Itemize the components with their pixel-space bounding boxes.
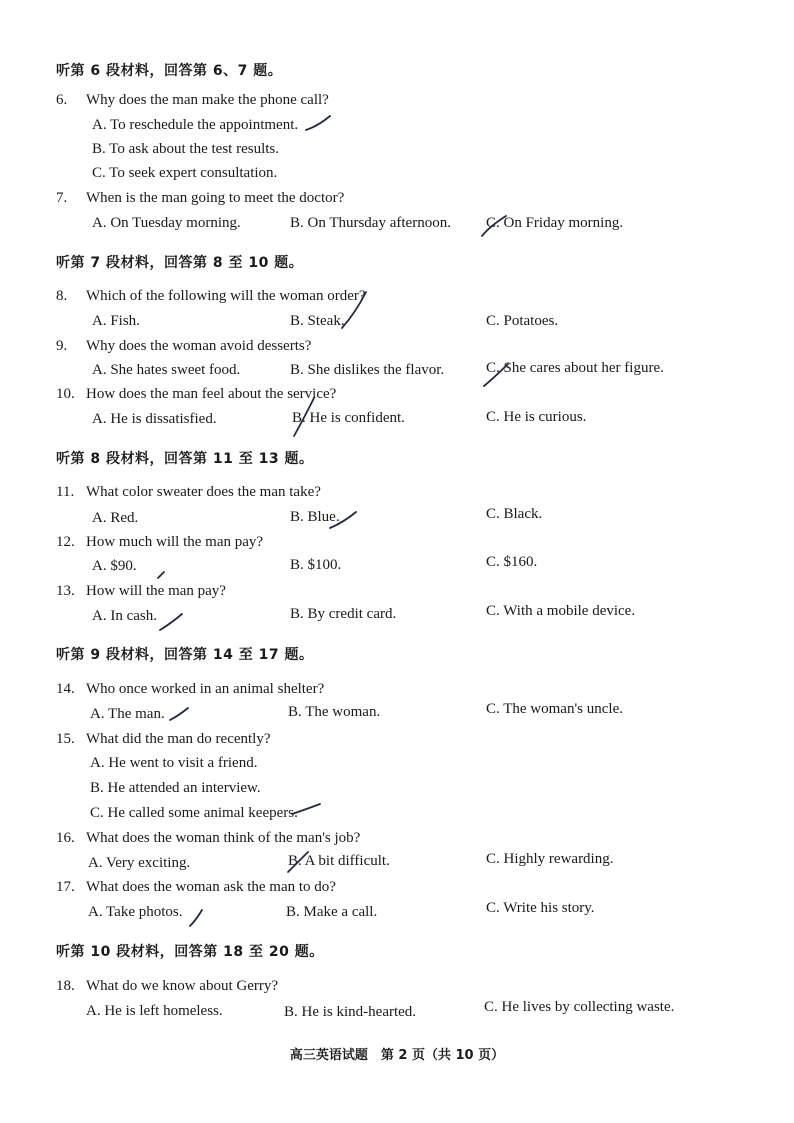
option-16b[interactable]: B. A bit difficult. [288, 853, 390, 869]
option-18a[interactable]: A. He is left homeless. [86, 1003, 223, 1019]
option-16a[interactable]: A. Very exciting. [88, 855, 191, 871]
option-13c[interactable]: C. With a mobile device. [486, 603, 636, 619]
option-7a[interactable]: A. On Tuesday morning. [92, 215, 241, 231]
option-7c[interactable]: C. On Friday morning. [486, 215, 624, 231]
question-6 [56, 92, 329, 109]
option-13a[interactable]: A. In cash. [92, 608, 157, 624]
question-text: What did the man do recently? [86, 731, 271, 747]
option-6a[interactable]: A. To reschedule the appointment. [92, 117, 299, 133]
option-11b[interactable]: B. Blue. [290, 509, 340, 525]
option-15c[interactable]: C. He called some animal keepers. [90, 805, 298, 821]
question-number: 11. [56, 484, 75, 500]
question-text: What do we know about Gerry? [86, 978, 279, 994]
question-number: 9. [56, 338, 68, 354]
section-heading: 听第 7 段材料，回答第 8 至 10 题。 [56, 255, 304, 271]
page-footer: 高三英语试题 第 2 页（共 10 页） [289, 1048, 505, 1063]
option-18c[interactable]: C. He lives by collecting waste. [484, 999, 675, 1015]
question-number: 17. [56, 879, 75, 895]
question-number: 7. [56, 190, 68, 206]
question-15 [56, 731, 271, 748]
question-number: 6. [56, 92, 68, 108]
question-text: How will the man pay? [86, 583, 226, 599]
option-9c[interactable]: C. She cares about her figure. [486, 360, 664, 376]
question-12 [56, 534, 263, 551]
option-14b[interactable]: B. The woman. [288, 704, 381, 720]
question-text: Why does the woman avoid desserts? [86, 338, 312, 354]
question-number: 18. [56, 978, 75, 994]
tick-mark-6 [306, 116, 330, 130]
option-15b[interactable]: B. He attended an interview. [90, 780, 261, 796]
question-text: What color sweater does the man take? [86, 484, 321, 500]
question-text: What does the woman think of the man's job? [86, 830, 361, 846]
question-text: How much will the man pay? [86, 534, 264, 550]
question-number: 13. [56, 583, 75, 599]
option-13b[interactable]: B. By credit card. [290, 606, 397, 622]
question-text: When is the man going to meet the doctor? [86, 190, 345, 206]
option-6c[interactable]: C. To seek expert consultation. [92, 165, 278, 181]
tick-mark-13 [160, 614, 182, 630]
question-number: 15. [56, 731, 75, 747]
tick-mark-17 [190, 910, 202, 926]
option-12b[interactable]: B. $100. [290, 557, 342, 573]
option-10c[interactable]: C. He is curious. [486, 409, 587, 425]
question-text: Why does the man make the phone call? [86, 92, 329, 108]
question-number: 8. [56, 288, 68, 304]
option-7b[interactable]: B. On Thursday afternoon. [290, 215, 451, 231]
question-number: 12. [56, 534, 75, 550]
question-text: Which of the following will the woman order? [86, 288, 366, 304]
question-11 [56, 484, 321, 501]
tick-mark-12 [158, 572, 164, 578]
section-heading: 听第 10 段材料，回答第 18 至 20 题。 [56, 944, 324, 960]
question-number: 14. [56, 681, 75, 697]
question-7 [56, 190, 344, 207]
question-13 [56, 583, 226, 600]
question-8 [56, 288, 366, 305]
question-16 [56, 830, 360, 847]
option-6b[interactable]: B. To ask about the test results. [92, 141, 279, 157]
section-heading: 听第 6 段材料，回答第 6、7 题。 [56, 63, 283, 79]
question-text: What does the woman ask the man to do? [86, 879, 336, 895]
question-10 [56, 386, 336, 403]
question-18 [56, 978, 278, 995]
option-8b[interactable]: B. Steak. [290, 313, 345, 329]
option-14c[interactable]: C. The woman's uncle. [486, 701, 623, 717]
tick-mark-14 [170, 708, 188, 720]
question-text: Who once worked in an animal shelter? [86, 681, 325, 697]
question-9 [56, 338, 311, 355]
question-number: 16. [56, 830, 75, 846]
option-14a[interactable]: A. The man. [90, 706, 165, 722]
option-11a[interactable]: A. Red. [92, 510, 139, 526]
option-9a[interactable]: A. She hates sweet food. [92, 362, 241, 378]
option-17a[interactable]: A. Take photos. [88, 904, 183, 920]
option-12c[interactable]: C. $160. [486, 554, 538, 570]
question-number: 10. [56, 386, 75, 402]
option-8a[interactable]: A. Fish. [92, 313, 140, 329]
option-17b[interactable]: B. Make a call. [286, 904, 378, 920]
option-10b[interactable]: B. He is confident. [292, 410, 405, 426]
question-17 [56, 879, 336, 896]
option-15a[interactable]: A. He went to visit a friend. [90, 755, 258, 771]
option-16c[interactable]: C. Highly rewarding. [486, 851, 614, 867]
question-14 [56, 681, 324, 698]
option-10a[interactable]: A. He is dissatisfied. [92, 411, 217, 427]
option-12a[interactable]: A. $90. [92, 558, 137, 574]
section-heading: 听第 9 段材料，回答第 14 至 17 题。 [56, 647, 314, 663]
option-18b[interactable]: B. He is kind-hearted. [284, 1004, 417, 1020]
question-text: How does the man feel about the service? [86, 386, 337, 402]
option-9b[interactable]: B. She dislikes the flavor. [290, 362, 445, 378]
option-11c[interactable]: C. Black. [486, 506, 543, 522]
option-8c[interactable]: C. Potatoes. [486, 313, 559, 329]
section-heading: 听第 8 段材料，回答第 11 至 13 题。 [56, 451, 314, 467]
option-17c[interactable]: C. Write his story. [486, 900, 595, 916]
